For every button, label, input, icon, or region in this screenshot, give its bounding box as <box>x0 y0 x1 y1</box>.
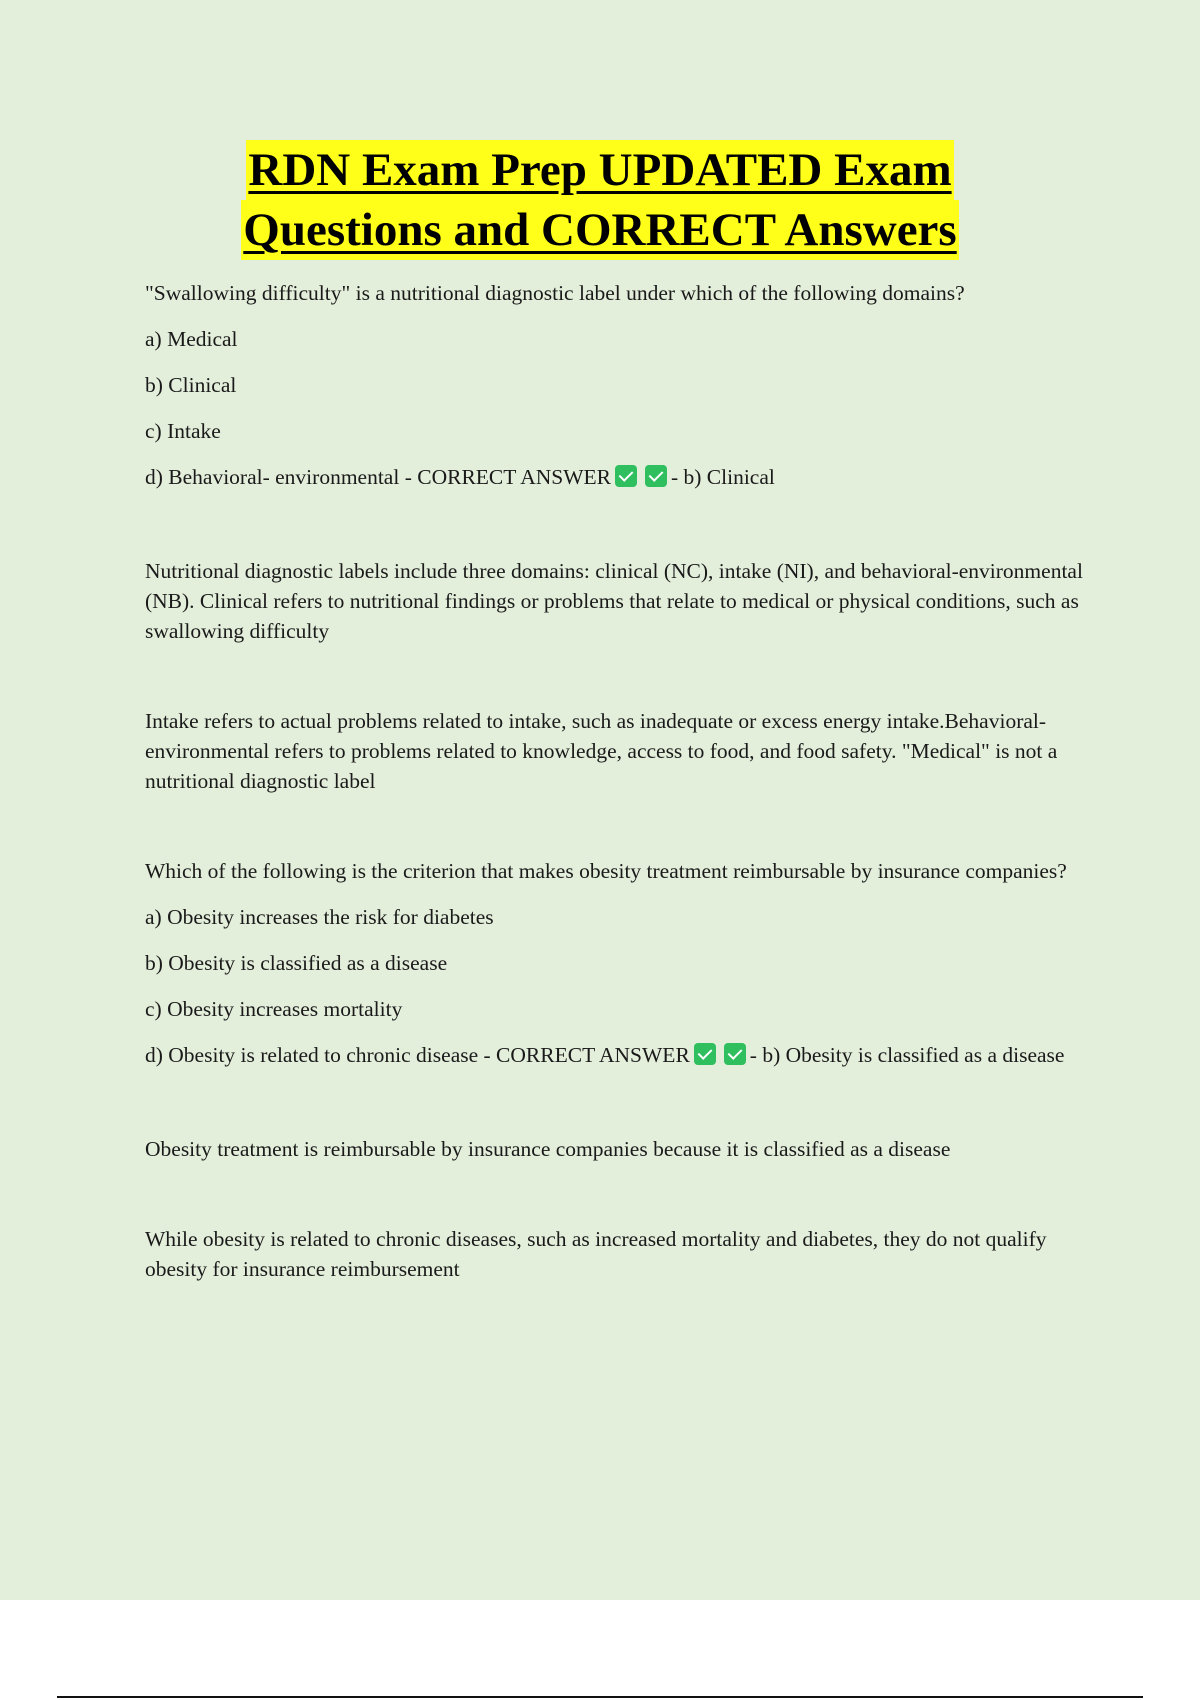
check-icon <box>615 465 637 487</box>
question-2-option-d-with-answer <box>145 1040 1090 1070</box>
question-2-explanation-2: While obesity is related to chronic diseases, such as increased mortality and diabetes, they do not qualify obesity for insurance reimbursement <box>145 1227 1047 1281</box>
document-content <box>145 278 1090 1344</box>
title-line-2: Questions and CORRECT Answers <box>241 200 958 260</box>
question-2-option-b: b) Obesity is classified as a disease <box>145 951 448 975</box>
question-2-option-d: d) Obesity is related to chronic disease - CORRECT ANSWER <box>145 1043 690 1067</box>
question-2-option-a: a) Obesity increases the risk for diabetes <box>145 905 494 929</box>
question-2-answer: - b) Obesity is classified as a disease <box>749 1043 1065 1067</box>
question-1-answer: - b) Clinical <box>670 465 775 489</box>
question-2-option-c: c) Obesity increases mortality <box>145 997 403 1021</box>
footer-divider <box>57 1696 1143 1698</box>
question-1-option-a: a) Medical <box>145 327 238 351</box>
document-title <box>0 140 1200 260</box>
question-1-text: "Swallowing difficulty" is a nutritional diagnostic label under which of the following domains? <box>145 281 965 305</box>
question-2-text: Which of the following is the criterion that makes obesity treatment reimbursable by insurance companies? <box>145 859 1067 883</box>
question-1-option-c: c) Intake <box>145 419 221 443</box>
title-line-1: RDN Exam Prep UPDATED Exam <box>246 140 953 200</box>
question-1-explanation-2: Intake refers to actual problems related to intake, such as inadequate or excess energy intake.Behavioral-environmental refers to problems related to knowledge, access to food, and food safety. "Medical" is not a nutritional diagnostic label <box>145 709 1058 793</box>
check-icon <box>724 1043 746 1065</box>
question-1-explanation-1: Nutritional diagnostic labels include three domains: clinical (NC), intake (NI), and behavioral-environmental (NB). Clinical refers to nutritional findings or problems that relate to medical or physical conditions, such as swallowing difficulty <box>145 559 1083 643</box>
check-icon <box>645 465 667 487</box>
question-2-explanation-1: Obesity treatment is reimbursable by insurance companies because it is classified as a disease <box>145 1137 951 1161</box>
question-1-option-d: d) Behavioral- environmental - CORRECT ANSWER <box>145 465 611 489</box>
question-1-option-b: b) Clinical <box>145 373 237 397</box>
check-icon <box>694 1043 716 1065</box>
question-1-option-d-with-answer <box>145 462 1090 492</box>
